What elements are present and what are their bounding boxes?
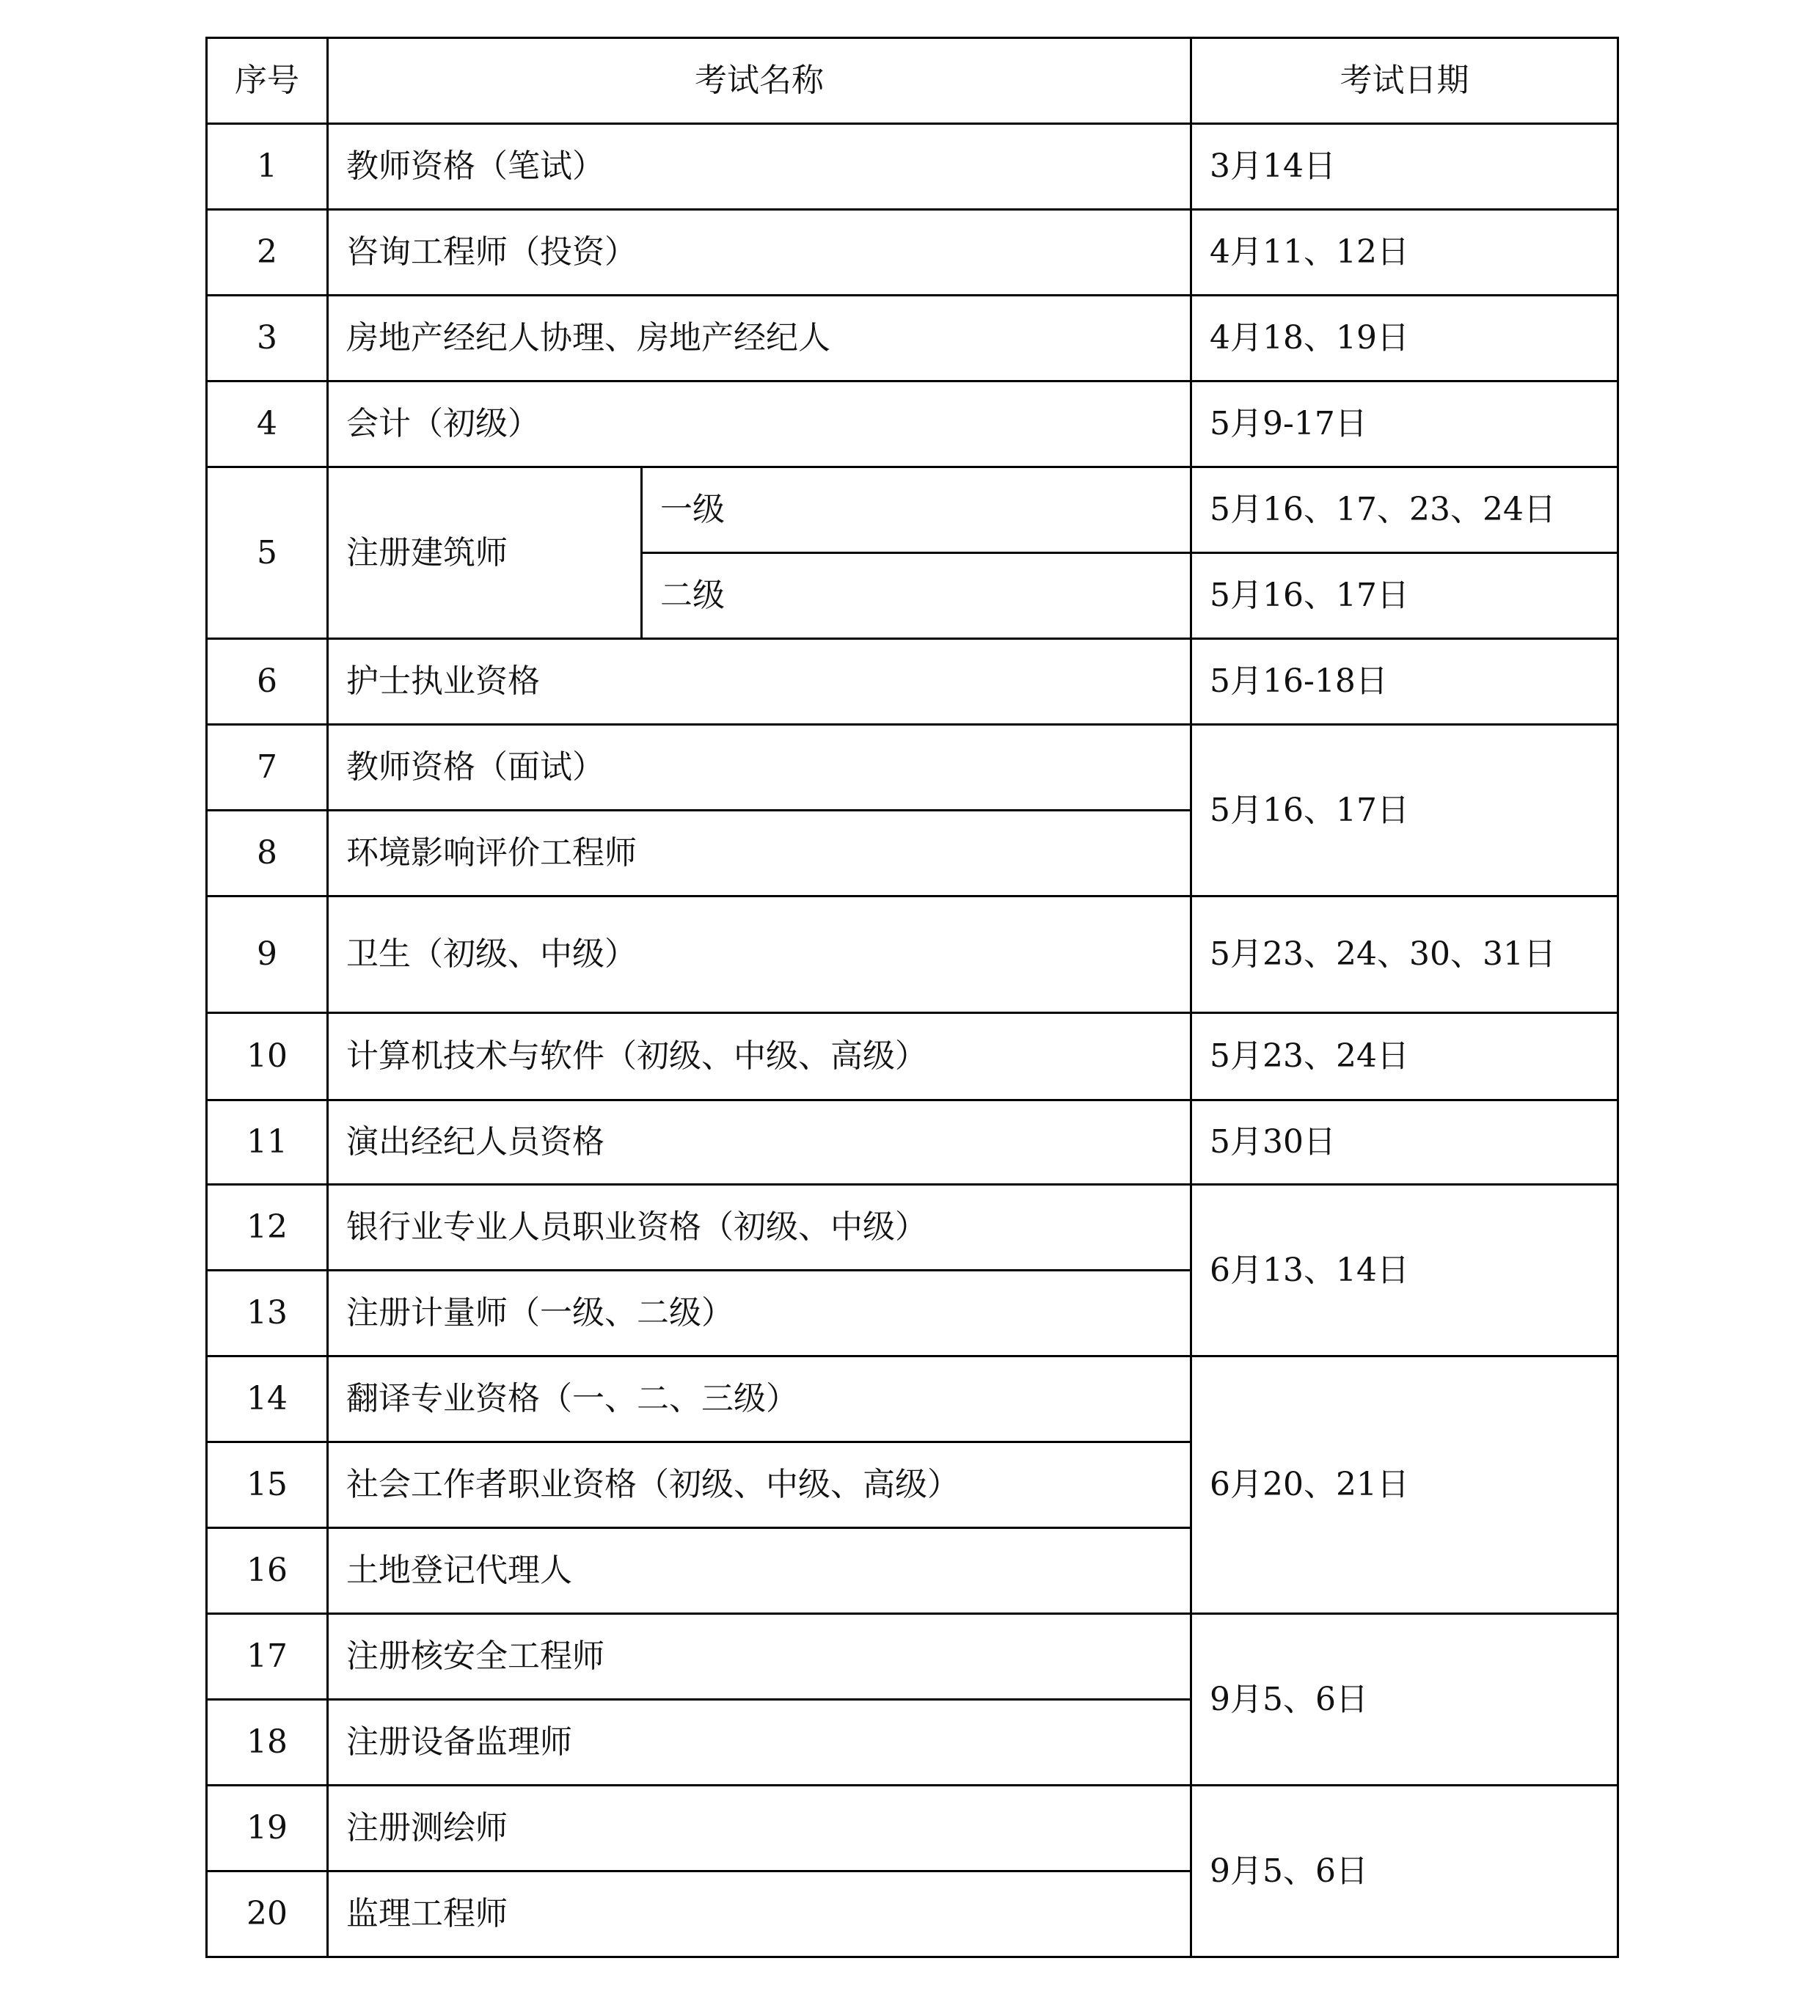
row-exam-date: 5月16、17日 [1191, 725, 1618, 896]
row-exam-name: 翻译专业资格（一、二、三级） [328, 1356, 1191, 1442]
row-exam-date: 5月9-17日 [1191, 381, 1618, 467]
row-exam-name: 计算机技术与软件（初级、中级、高级） [328, 1013, 1191, 1100]
row-exam-name: 银行业专业人员职业资格（初级、中级） [328, 1185, 1191, 1271]
row-exam-name: 注册建筑师 [328, 467, 642, 639]
row-exam-name: 会计（初级） [328, 381, 1191, 467]
row-exam-level: 二级 [642, 553, 1191, 639]
row-index: 20 [207, 1871, 328, 1957]
row-index: 8 [207, 811, 328, 896]
row-index: 14 [207, 1356, 328, 1442]
table-row [207, 1614, 1618, 1700]
table-row [207, 1356, 1618, 1442]
table-row [207, 896, 1618, 1013]
row-exam-name: 教师资格（面试） [328, 725, 1191, 811]
header-row [207, 38, 1618, 124]
table-row [207, 1786, 1618, 1871]
header-index: 序号 [207, 38, 328, 124]
row-index: 1 [207, 124, 328, 210]
row-exam-date: 5月16、17日 [1191, 553, 1618, 639]
table-row [207, 296, 1618, 381]
row-index: 3 [207, 296, 328, 381]
row-index: 4 [207, 381, 328, 467]
row-index: 16 [207, 1528, 328, 1614]
table-row [207, 467, 1618, 553]
row-exam-date: 5月16-18日 [1191, 639, 1618, 725]
row-exam-date: 4月11、12日 [1191, 210, 1618, 296]
table-row [207, 1185, 1618, 1271]
row-exam-date: 5月30日 [1191, 1100, 1618, 1185]
row-index: 12 [207, 1185, 328, 1271]
table-row [207, 210, 1618, 296]
row-exam-date: 3月14日 [1191, 124, 1618, 210]
row-exam-level: 一级 [642, 467, 1191, 553]
row-exam-date: 5月16、17、23、24日 [1191, 467, 1618, 553]
table-row [207, 381, 1618, 467]
row-exam-name: 咨询工程师（投资） [328, 210, 1191, 296]
row-exam-name: 环境影响评价工程师 [328, 811, 1191, 896]
row-exam-name: 房地产经纪人协理、房地产经纪人 [328, 296, 1191, 381]
row-index: 6 [207, 639, 328, 725]
table-row [207, 1013, 1618, 1100]
row-exam-name: 护士执业资格 [328, 639, 1191, 725]
row-index: 5 [207, 467, 328, 639]
row-exam-date: 5月23、24、30、31日 [1191, 896, 1618, 1013]
row-exam-date: 5月23、24日 [1191, 1013, 1618, 1100]
table-row [207, 639, 1618, 725]
row-index: 13 [207, 1271, 328, 1356]
header-date: 考试日期 [1191, 38, 1618, 124]
header-name: 考试名称 [328, 38, 1191, 124]
row-exam-name: 教师资格（笔试） [328, 124, 1191, 210]
row-index: 10 [207, 1013, 328, 1100]
row-index: 9 [207, 896, 328, 1013]
row-exam-date: 9月5、6日 [1191, 1614, 1618, 1786]
row-exam-name: 演出经纪人员资格 [328, 1100, 1191, 1185]
row-index: 15 [207, 1442, 328, 1528]
row-exam-date: 9月5、6日 [1191, 1786, 1618, 1957]
row-index: 17 [207, 1614, 328, 1700]
row-exam-date: 4月18、19日 [1191, 296, 1618, 381]
row-exam-date: 6月13、14日 [1191, 1185, 1618, 1356]
row-index: 19 [207, 1786, 328, 1871]
table-row [207, 124, 1618, 210]
row-exam-name: 土地登记代理人 [328, 1528, 1191, 1614]
row-exam-name: 监理工程师 [328, 1871, 1191, 1957]
row-exam-name: 注册计量师（一级、二级） [328, 1271, 1191, 1356]
row-exam-name: 注册核安全工程师 [328, 1614, 1191, 1700]
row-index: 18 [207, 1700, 328, 1786]
row-index: 2 [207, 210, 328, 296]
table-row [207, 725, 1618, 811]
row-index: 11 [207, 1100, 328, 1185]
row-exam-name: 社会工作者职业资格（初级、中级、高级） [328, 1442, 1191, 1528]
exam-schedule-table [205, 37, 1619, 1958]
row-index: 7 [207, 725, 328, 811]
table-row [207, 1100, 1618, 1185]
row-exam-name: 注册测绘师 [328, 1786, 1191, 1871]
row-exam-date: 6月20、21日 [1191, 1356, 1618, 1614]
row-exam-name: 注册设备监理师 [328, 1700, 1191, 1786]
row-exam-name: 卫生（初级、中级） [328, 896, 1191, 1013]
